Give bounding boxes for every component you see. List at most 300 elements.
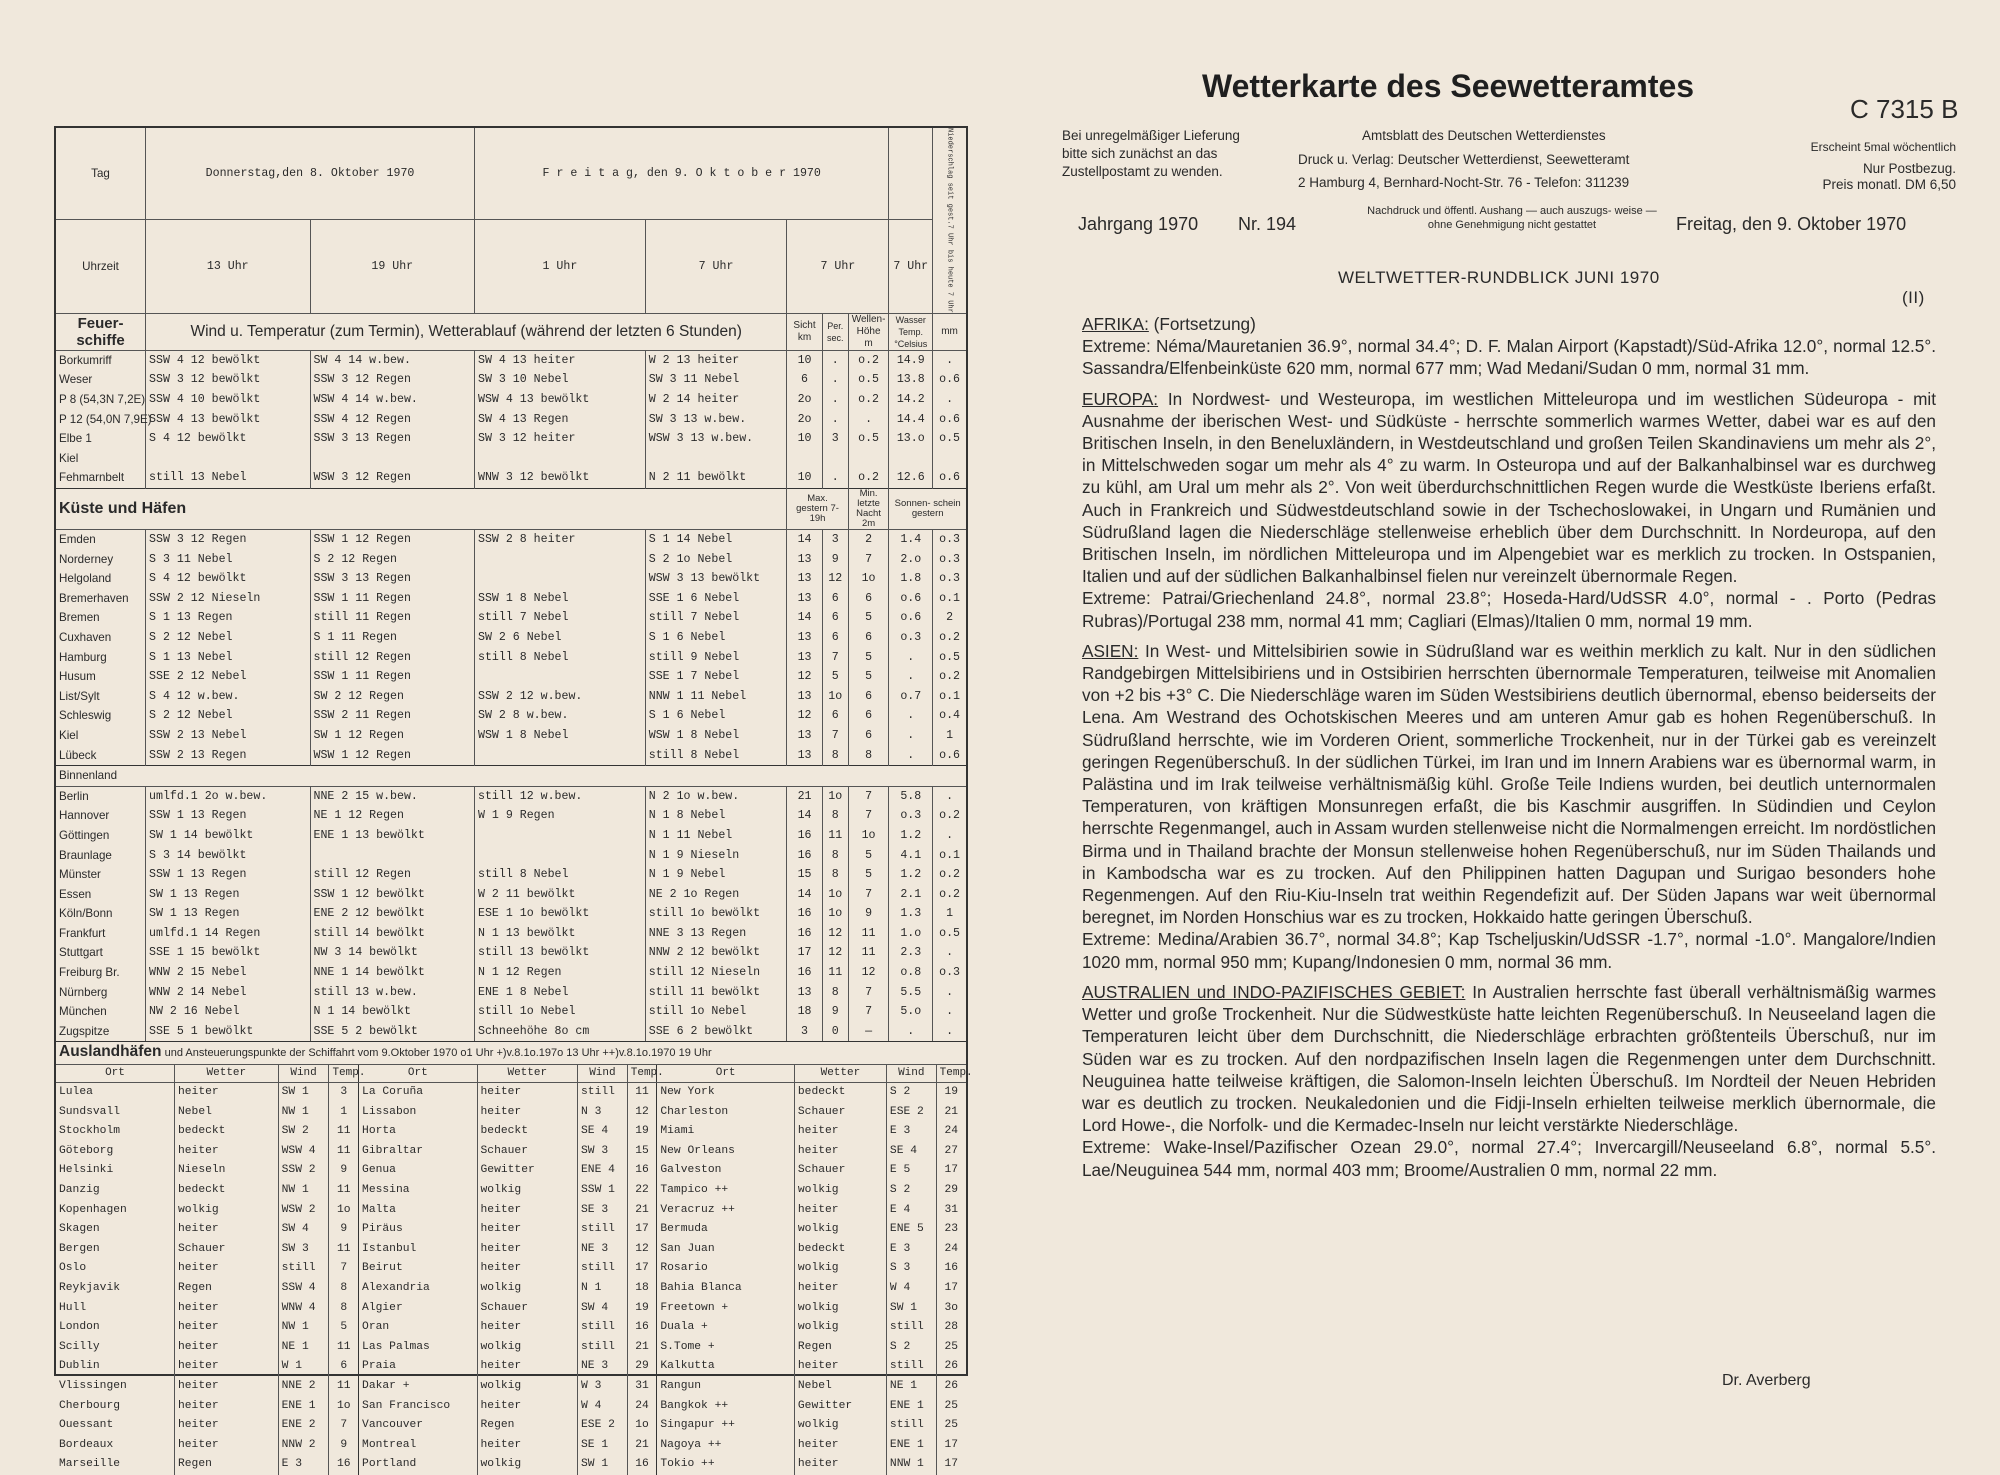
- feuerschiff-row: [56, 449, 966, 469]
- table-cell: still 8 Nebel: [645, 746, 787, 766]
- table-cell: 8: [822, 806, 848, 826]
- table-cell: 13: [787, 550, 822, 570]
- table-cell: ESE 2: [578, 1416, 628, 1436]
- table-cell: heiter: [174, 1416, 278, 1436]
- table-cell: 31: [627, 1377, 657, 1397]
- table-cell: 8: [822, 983, 848, 1003]
- table-cell: [475, 846, 646, 866]
- table-cell: still 11 Regen: [310, 608, 475, 628]
- table-cell: still 12 Regen: [310, 865, 475, 885]
- port-name: Miami: [657, 1122, 795, 1142]
- table-cell: still: [578, 1259, 628, 1279]
- table-cell: WSW 1 8 Nebel: [645, 726, 787, 746]
- binnen-label: Binnenland: [56, 766, 966, 787]
- table-cell: wolkig: [477, 1181, 578, 1201]
- table-cell: SE 3: [578, 1201, 628, 1221]
- table-cell: E 3: [278, 1455, 329, 1475]
- port-name: Helsinki: [59, 1164, 114, 1177]
- ausland-note: und Ansteuerungspunkte der Schiffahrt vom 9.Oktober 1970 o1 Uhr +)v.8.1o.197o 13 Uhr ++)v.8.1o.1970 19 Uhr: [164, 1047, 712, 1060]
- freitag-header: F r e i t a g, den 9. O k t o b e r 1970: [475, 128, 889, 220]
- table-cell: N 1 14 bewölkt: [310, 1002, 475, 1022]
- table-cell: SSW 3 13 Regen: [310, 429, 475, 449]
- table-cell: 14.4: [889, 410, 933, 430]
- table-cell: .: [889, 648, 933, 668]
- table-cell: still 13 w.bew.: [310, 983, 475, 1003]
- europa-text: In Nordwest- und Westeuropa, im westlichen Mitteleuropa und im westlichen Südeuropa - mit Ausnahme der iberischen West- und Südküste - herrschte sommerlich warmes Wetter, dabei war es auf den Britischen Inseln, in den Beneluxländern, in Westdeutschland und großen Teilen Skandinaviens um mehr als 2°, in Mittelschweden sogar um mehr als 4° zu warm. In Osteuropa und auf der Balkanhalbinsel war es durchweg zu kühl, am Ural um mehr als 2°. Von weit überdurchschnittlichen Regen wurde die Westküste Iberiens erfaßt. Auch in Frankreich und Südwestdeutschland sowie in der Tschechoslowakei, in Ungarn und Rumänien und Südrußland lagen die Niederschläge stellenweise erheblich über dem Durchschnitt. In Nordeuropa, auf den Britischen Inseln, im nördlichen Mitteleuropa und im Alpengebiet war es merklich zu trocken. In Ostspanien, Italien und auf der südlichen Balkanhalbinsel fielen nur vereinzelt übernormale Regen.: [1082, 388, 1936, 587]
- europa-heading: EUROPA:: [1082, 388, 1159, 409]
- col-temp: Temp.: [329, 1065, 359, 1083]
- table-cell: heiter: [477, 1397, 578, 1417]
- table-cell: N 1: [578, 1279, 628, 1299]
- table-cell: .: [933, 1002, 966, 1022]
- table-cell: still: [578, 1083, 628, 1103]
- station-name: Schleswig: [59, 709, 112, 723]
- per-label: Per. sec.: [822, 313, 848, 350]
- table-cell: 7: [329, 1259, 359, 1279]
- port-name: Montreal: [359, 1436, 477, 1456]
- table-cell: .: [889, 726, 933, 746]
- table-cell: N 1 8 Nebel: [645, 806, 787, 826]
- binnen-row: [56, 786, 966, 806]
- table-cell: .: [933, 826, 966, 846]
- kueste-label: Küste und Häfen: [56, 489, 787, 530]
- table-cell: o.3: [933, 963, 966, 983]
- table-cell: [475, 550, 646, 570]
- port-name: Dublin: [59, 1360, 100, 1373]
- article-body: [1082, 313, 1936, 1189]
- table-cell: o.5: [933, 429, 966, 449]
- table-cell: o.6: [889, 589, 933, 609]
- table-cell: 12: [822, 943, 848, 963]
- ausland-label: Auslandhäfen: [59, 1043, 162, 1061]
- min-label: Min. letzte Nacht 2m: [848, 489, 889, 530]
- table-cell: heiter: [174, 1338, 278, 1358]
- station-name: Bremen: [59, 611, 100, 625]
- table-cell: 5: [848, 608, 889, 628]
- kueste-row: [56, 608, 966, 628]
- table-cell: NNW 2: [278, 1436, 329, 1456]
- asien-extreme: Extreme: Medina/Arabien 36.7°, normal 34.8°; Kap Tscheljuskin/UdSSR -1.7°, normal -1.0°. Mangalore/Indien 1020 mm, normal 950 mm; Kupang/Indonesien 0 mm, normal 36 mm.: [1082, 929, 1936, 972]
- table-cell: Nieseln: [174, 1161, 278, 1181]
- table-cell: 3: [822, 429, 848, 449]
- table-cell: NNW 1 11 Nebel: [645, 687, 787, 707]
- table-cell: SSE 1 6 Nebel: [645, 589, 787, 609]
- table-cell: E 3: [886, 1240, 936, 1260]
- binnen-row: [56, 963, 966, 983]
- table-cell: o.2: [933, 628, 966, 648]
- table-cell: NNE 2: [278, 1377, 329, 1397]
- table-cell: SSW 1 13 Regen: [146, 806, 310, 826]
- table-cell: 14.9: [889, 350, 933, 370]
- table-cell: NE 1: [278, 1338, 329, 1358]
- table-cell: WSW 2: [278, 1201, 329, 1221]
- port-name: Istanbul: [359, 1240, 477, 1260]
- table-cell: 11: [329, 1122, 359, 1142]
- table-cell: 16: [787, 963, 822, 983]
- station-name: Nürnberg: [59, 985, 108, 999]
- port-name: S.Tome +: [657, 1338, 795, 1358]
- table-cell: 12: [627, 1240, 657, 1260]
- table-cell: WNW 2 14 Nebel: [146, 983, 310, 1003]
- uhrzeit-label: Uhrzeit: [56, 220, 146, 314]
- table-cell: o.2: [933, 885, 966, 905]
- port-name: Reykjavik: [59, 1281, 121, 1294]
- table-cell: NE 3: [578, 1240, 628, 1260]
- table-cell: 21: [627, 1436, 657, 1456]
- table-cell: heiter: [477, 1436, 578, 1456]
- ausland-row: [56, 1220, 966, 1240]
- nummer: Nr. 194: [1238, 214, 1297, 234]
- table-cell: 1.o: [889, 924, 933, 944]
- table-cell: bedeckt: [174, 1181, 278, 1201]
- table-cell: heiter: [477, 1220, 578, 1240]
- table-cell: SW 2: [278, 1122, 329, 1142]
- table-cell: SSW 2 11 Regen: [310, 706, 475, 726]
- table-cell: SSE 2 12 Nebel: [146, 667, 310, 687]
- table-cell: N 2 1o w.bew.: [645, 786, 787, 806]
- table-cell: SSW 2 8 heiter: [475, 530, 646, 550]
- station-name: List/Sylt: [59, 689, 100, 703]
- port-name: Rangun: [657, 1377, 795, 1397]
- table-cell: heiter: [477, 1357, 578, 1377]
- table-cell: W 2 14 heiter: [645, 390, 787, 410]
- table-cell: o.2: [933, 806, 966, 826]
- table-cell: 5.8: [889, 786, 933, 806]
- port-name: Duala +: [657, 1318, 795, 1338]
- ausland-row: [56, 1201, 966, 1221]
- table-cell: 18: [627, 1279, 657, 1299]
- port-name: La Coruña: [359, 1083, 477, 1103]
- table-cell: W 4: [578, 1397, 628, 1417]
- port-name: Beirut: [359, 1259, 477, 1279]
- asien-heading: ASIEN:: [1082, 640, 1139, 661]
- table-cell: heiter: [174, 1142, 278, 1162]
- table-cell: o.4: [933, 706, 966, 726]
- port-name: Tokio ++: [657, 1455, 795, 1475]
- table-cell: 1.4: [889, 530, 933, 550]
- table-cell: 6: [822, 628, 848, 648]
- table-cell: NNW 2 12 bewölkt: [645, 943, 787, 963]
- table-cell: ENE 1: [886, 1397, 936, 1417]
- table-cell: still 8 Nebel: [475, 648, 646, 668]
- table-cell: 12: [787, 706, 822, 726]
- table-cell: S 1 6 Nebel: [645, 706, 787, 726]
- table-cell: 11: [848, 943, 889, 963]
- table-cell: 5.5: [889, 983, 933, 1003]
- table-cell: o.5: [848, 429, 889, 449]
- table-cell: 3: [787, 1022, 822, 1042]
- feuerschiff-row: [56, 410, 966, 430]
- binnen-row: [56, 1002, 966, 1022]
- table-cell: SW 1 12 Regen: [310, 726, 475, 746]
- table-cell: heiter: [477, 1083, 578, 1103]
- table-cell: [475, 667, 646, 687]
- table-cell: WSW 3 12 Regen: [310, 468, 475, 488]
- table-cell: 19: [627, 1299, 657, 1319]
- table-cell: 6: [848, 628, 889, 648]
- table-cell: [645, 449, 787, 469]
- table-cell: SSW 3 12 Regen: [310, 370, 475, 390]
- table-cell: umlfd.1 14 Regen: [146, 924, 310, 944]
- article-title: WELTWETTER-RUNDBLICK JUNI 1970: [1338, 268, 1660, 287]
- table-cell: 13.o: [889, 429, 933, 449]
- table-cell: 1o: [627, 1416, 657, 1436]
- station-name: Weser: [59, 373, 93, 387]
- table-cell: 14: [787, 806, 822, 826]
- table-cell: ENE 1 8 Nebel: [475, 983, 646, 1003]
- table-cell: 7: [848, 786, 889, 806]
- feuerschiff-row: [56, 468, 966, 488]
- table-cell: 9: [822, 1002, 848, 1022]
- table-cell: still 7 Nebel: [475, 608, 646, 628]
- table-cell: 11: [848, 924, 889, 944]
- nachdruck: Nachdruck und öffentl. Aushang — auch auszugs- weise — ohne Genehmigung nicht gestattet: [1367, 205, 1657, 231]
- table-cell: S 1 14 Nebel: [645, 530, 787, 550]
- table-cell: Regen: [174, 1279, 278, 1299]
- table-cell: still 13 bewölkt: [475, 943, 646, 963]
- table-cell: .: [933, 350, 966, 370]
- table-cell: 8: [329, 1279, 359, 1299]
- table-cell: Nebel: [174, 1103, 278, 1123]
- binnen-row: [56, 983, 966, 1003]
- table-cell: SW 1 13 Regen: [146, 885, 310, 905]
- table-cell: o.7: [889, 687, 933, 707]
- table-cell: S 2 1o Nebel: [645, 550, 787, 570]
- table-cell: heiter: [174, 1357, 278, 1377]
- table-cell: Nebel: [794, 1377, 886, 1397]
- table-cell: NW 1: [278, 1318, 329, 1338]
- table-cell: .: [933, 786, 966, 806]
- table-cell: [848, 449, 889, 469]
- ausland-row: [56, 1161, 966, 1181]
- table-cell: .: [889, 1022, 933, 1042]
- table-cell: 6: [848, 589, 889, 609]
- table-cell: 11: [822, 826, 848, 846]
- ausland-row: [56, 1338, 966, 1358]
- table-cell: [475, 746, 646, 766]
- tag-label: Tag: [56, 128, 146, 220]
- table-cell: SSW 4 13 bewölkt: [146, 410, 310, 430]
- table-cell: wolkig: [477, 1279, 578, 1299]
- table-cell: o.3: [933, 569, 966, 589]
- australien-section: [1082, 981, 1936, 1181]
- table-cell: wolkig: [477, 1338, 578, 1358]
- table-cell: .: [822, 390, 848, 410]
- table-cell: S 4 12 bewölkt: [146, 429, 310, 449]
- table-cell: SSW 1 12 bewölkt: [310, 885, 475, 905]
- table-cell: 1o: [822, 885, 848, 905]
- kueste-row: [56, 687, 966, 707]
- port-name: Scilly: [59, 1340, 100, 1353]
- table-cell: 16: [627, 1455, 657, 1475]
- table-cell: 3: [822, 530, 848, 550]
- table-cell: S 1 13 Nebel: [146, 648, 310, 668]
- sonne-label: Sonnen- schein gestern: [889, 489, 966, 530]
- table-cell: o.5: [933, 924, 966, 944]
- table-cell: 5: [848, 667, 889, 687]
- table-cell: 6: [822, 589, 848, 609]
- table-cell: o.6: [933, 468, 966, 488]
- table-cell: 7: [329, 1416, 359, 1436]
- ausland-row: [56, 1318, 966, 1338]
- table-cell: 14: [787, 885, 822, 905]
- lieferung-note: Bei unregelmäßiger Lieferung bitte sich zunächst an das Zustellpostamt zu wenden.: [1062, 128, 1240, 179]
- table-cell: 7: [848, 1002, 889, 1022]
- station-name: Essen: [59, 887, 92, 901]
- table-cell: N 1 12 Regen: [475, 963, 646, 983]
- table-cell: N 1 9 Nebel: [645, 865, 787, 885]
- table-cell: 17: [936, 1161, 966, 1181]
- table-cell: heiter: [477, 1240, 578, 1260]
- table-cell: 13: [787, 687, 822, 707]
- table-cell: 3: [329, 1083, 359, 1103]
- feuerschiff-row: [56, 390, 966, 410]
- table-cell: 13: [787, 648, 822, 668]
- table-cell: o.6: [933, 370, 966, 390]
- table-cell: 6: [848, 726, 889, 746]
- binnen-row: [56, 943, 966, 963]
- port-name: Oslo: [59, 1262, 87, 1275]
- table-cell: W 2 13 heiter: [645, 350, 787, 370]
- table-cell: Regen: [174, 1455, 278, 1475]
- europa-section: [1082, 388, 1936, 632]
- table-cell: 6: [822, 608, 848, 628]
- table-cell: S 2: [886, 1083, 936, 1103]
- table-cell: bedeckt: [794, 1240, 886, 1260]
- table-cell: 13: [787, 726, 822, 746]
- table-cell: WSW 4 13 bewölkt: [475, 390, 646, 410]
- station-name: Zugspitze: [59, 1024, 110, 1038]
- port-name: Veracruz ++: [657, 1201, 795, 1221]
- station-name: Elbe 1: [59, 432, 92, 446]
- table-cell: 16: [936, 1259, 966, 1279]
- table-cell: N 1 11 Nebel: [645, 826, 787, 846]
- port-name: Cherbourg: [59, 1399, 121, 1412]
- port-name: Lissabon: [359, 1103, 477, 1123]
- feuerschiffe-rows: [56, 350, 966, 488]
- table-cell: heiter: [794, 1279, 886, 1299]
- table-cell: S 2 12 Nebel: [146, 628, 310, 648]
- station-name: Münster: [59, 868, 101, 882]
- table-cell: still 7 Nebel: [645, 608, 787, 628]
- table-cell: 11: [627, 1083, 657, 1103]
- port-name: Stockholm: [59, 1125, 121, 1138]
- table-cell: 2: [933, 608, 966, 628]
- table-cell: SW 1 14 bewölkt: [146, 826, 310, 846]
- table-cell: 12.6: [889, 468, 933, 488]
- table-cell: still 12 Regen: [310, 648, 475, 668]
- table-cell: W 2 11 bewölkt: [475, 885, 646, 905]
- table-cell: still 12 w.bew.: [475, 786, 646, 806]
- table-cell: o.2: [933, 865, 966, 885]
- table-cell: WNW 4: [278, 1299, 329, 1319]
- port-name: Ouessant: [59, 1419, 114, 1432]
- station-name: Helgoland: [59, 572, 112, 586]
- wellen-label: Wellen- Höhe m: [848, 313, 889, 350]
- table-cell: heiter: [477, 1201, 578, 1221]
- europa-extreme: Extreme: Patrai/Griechenland 24.8°, normal 23.8°; Hoseda-Hard/UdSSR 4.0°, normal - . Porto (Pedras Rubras)/Portugal 238 mm, normal 41 mm; Cagliari (Elmas)/Italien 0 mm, normal 19 mm.: [1082, 588, 1936, 631]
- station-name: Stuttgart: [59, 946, 103, 960]
- port-name: Marseille: [59, 1458, 121, 1471]
- table-cell: .: [889, 746, 933, 766]
- table-cell: .: [933, 390, 966, 410]
- table-cell: E 5: [886, 1161, 936, 1181]
- table-cell: 1: [329, 1103, 359, 1123]
- druck-verlag: Druck u. Verlag: Deutscher Wetterdienst, Seewetteramt: [1298, 152, 1630, 167]
- ausland-row: [56, 1103, 966, 1123]
- table-cell: SSW 1: [578, 1181, 628, 1201]
- station-name: Fehmarnbelt: [59, 471, 125, 485]
- table-cell: 24: [936, 1240, 966, 1260]
- table-cell: 11: [329, 1240, 359, 1260]
- kueste-rows: [56, 530, 966, 766]
- table-cell: 7: [822, 648, 848, 668]
- table-cell: SW 4: [278, 1220, 329, 1240]
- table-cell: 21: [627, 1338, 657, 1358]
- col-ort: Ort: [657, 1065, 795, 1083]
- table-cell: 26: [936, 1377, 966, 1397]
- table-cell: 17: [627, 1259, 657, 1279]
- station-name: Braunlage: [59, 848, 112, 862]
- max-label: Max. gestern 7-19h: [787, 489, 848, 530]
- table-cell: 4.1: [889, 846, 933, 866]
- table-cell: W 4: [886, 1279, 936, 1299]
- table-cell: W 1 9 Regen: [475, 806, 646, 826]
- table-cell: wolkig: [794, 1299, 886, 1319]
- table-cell: Schauer: [477, 1299, 578, 1319]
- table-cell: SE 4: [578, 1122, 628, 1142]
- h7a: 7 Uhr: [645, 220, 787, 314]
- table-cell: [475, 569, 646, 589]
- table-cell: still: [578, 1318, 628, 1338]
- table-cell: 14: [787, 530, 822, 550]
- h13: 13 Uhr: [146, 220, 310, 314]
- ausland-rows: [56, 1083, 966, 1475]
- table-cell: NE 1 12 Regen: [310, 806, 475, 826]
- table-cell: [822, 449, 848, 469]
- table-cell: .: [848, 410, 889, 430]
- port-name: Charleston: [657, 1103, 795, 1123]
- table-cell: [310, 846, 475, 866]
- table-cell: 3o: [936, 1299, 966, 1319]
- table-cell: S 1 13 Regen: [146, 608, 310, 628]
- table-cell: 5: [848, 846, 889, 866]
- port-name: Vancouver: [359, 1416, 477, 1436]
- table-cell: 7: [848, 983, 889, 1003]
- table-cell: S 2 12 Regen: [310, 550, 475, 570]
- binnen-row: [56, 865, 966, 885]
- station-name: Borkumriff: [59, 353, 112, 367]
- signature: Dr. Averberg: [1722, 1372, 1811, 1389]
- table-cell: NE 1: [886, 1377, 936, 1397]
- ausland-row: [56, 1299, 966, 1319]
- table-cell: heiter: [794, 1142, 886, 1162]
- port-name: Malta: [359, 1201, 477, 1221]
- table-cell: 6: [848, 706, 889, 726]
- table-cell: [310, 449, 475, 469]
- col-wetter: Wetter: [477, 1065, 578, 1083]
- table-cell: SW 2 8 w.bew.: [475, 706, 646, 726]
- table-cell: 2: [848, 530, 889, 550]
- table-cell: 9: [329, 1161, 359, 1181]
- table-cell: SW 1 13 Regen: [146, 904, 310, 924]
- table-cell: Regen: [794, 1338, 886, 1358]
- table-cell: wolkig: [477, 1455, 578, 1475]
- table-cell: SSE 1 7 Nebel: [645, 667, 787, 687]
- table-cell: .: [822, 350, 848, 370]
- table-cell: SSW 2 12 w.bew.: [475, 687, 646, 707]
- table-cell: o.3: [933, 530, 966, 550]
